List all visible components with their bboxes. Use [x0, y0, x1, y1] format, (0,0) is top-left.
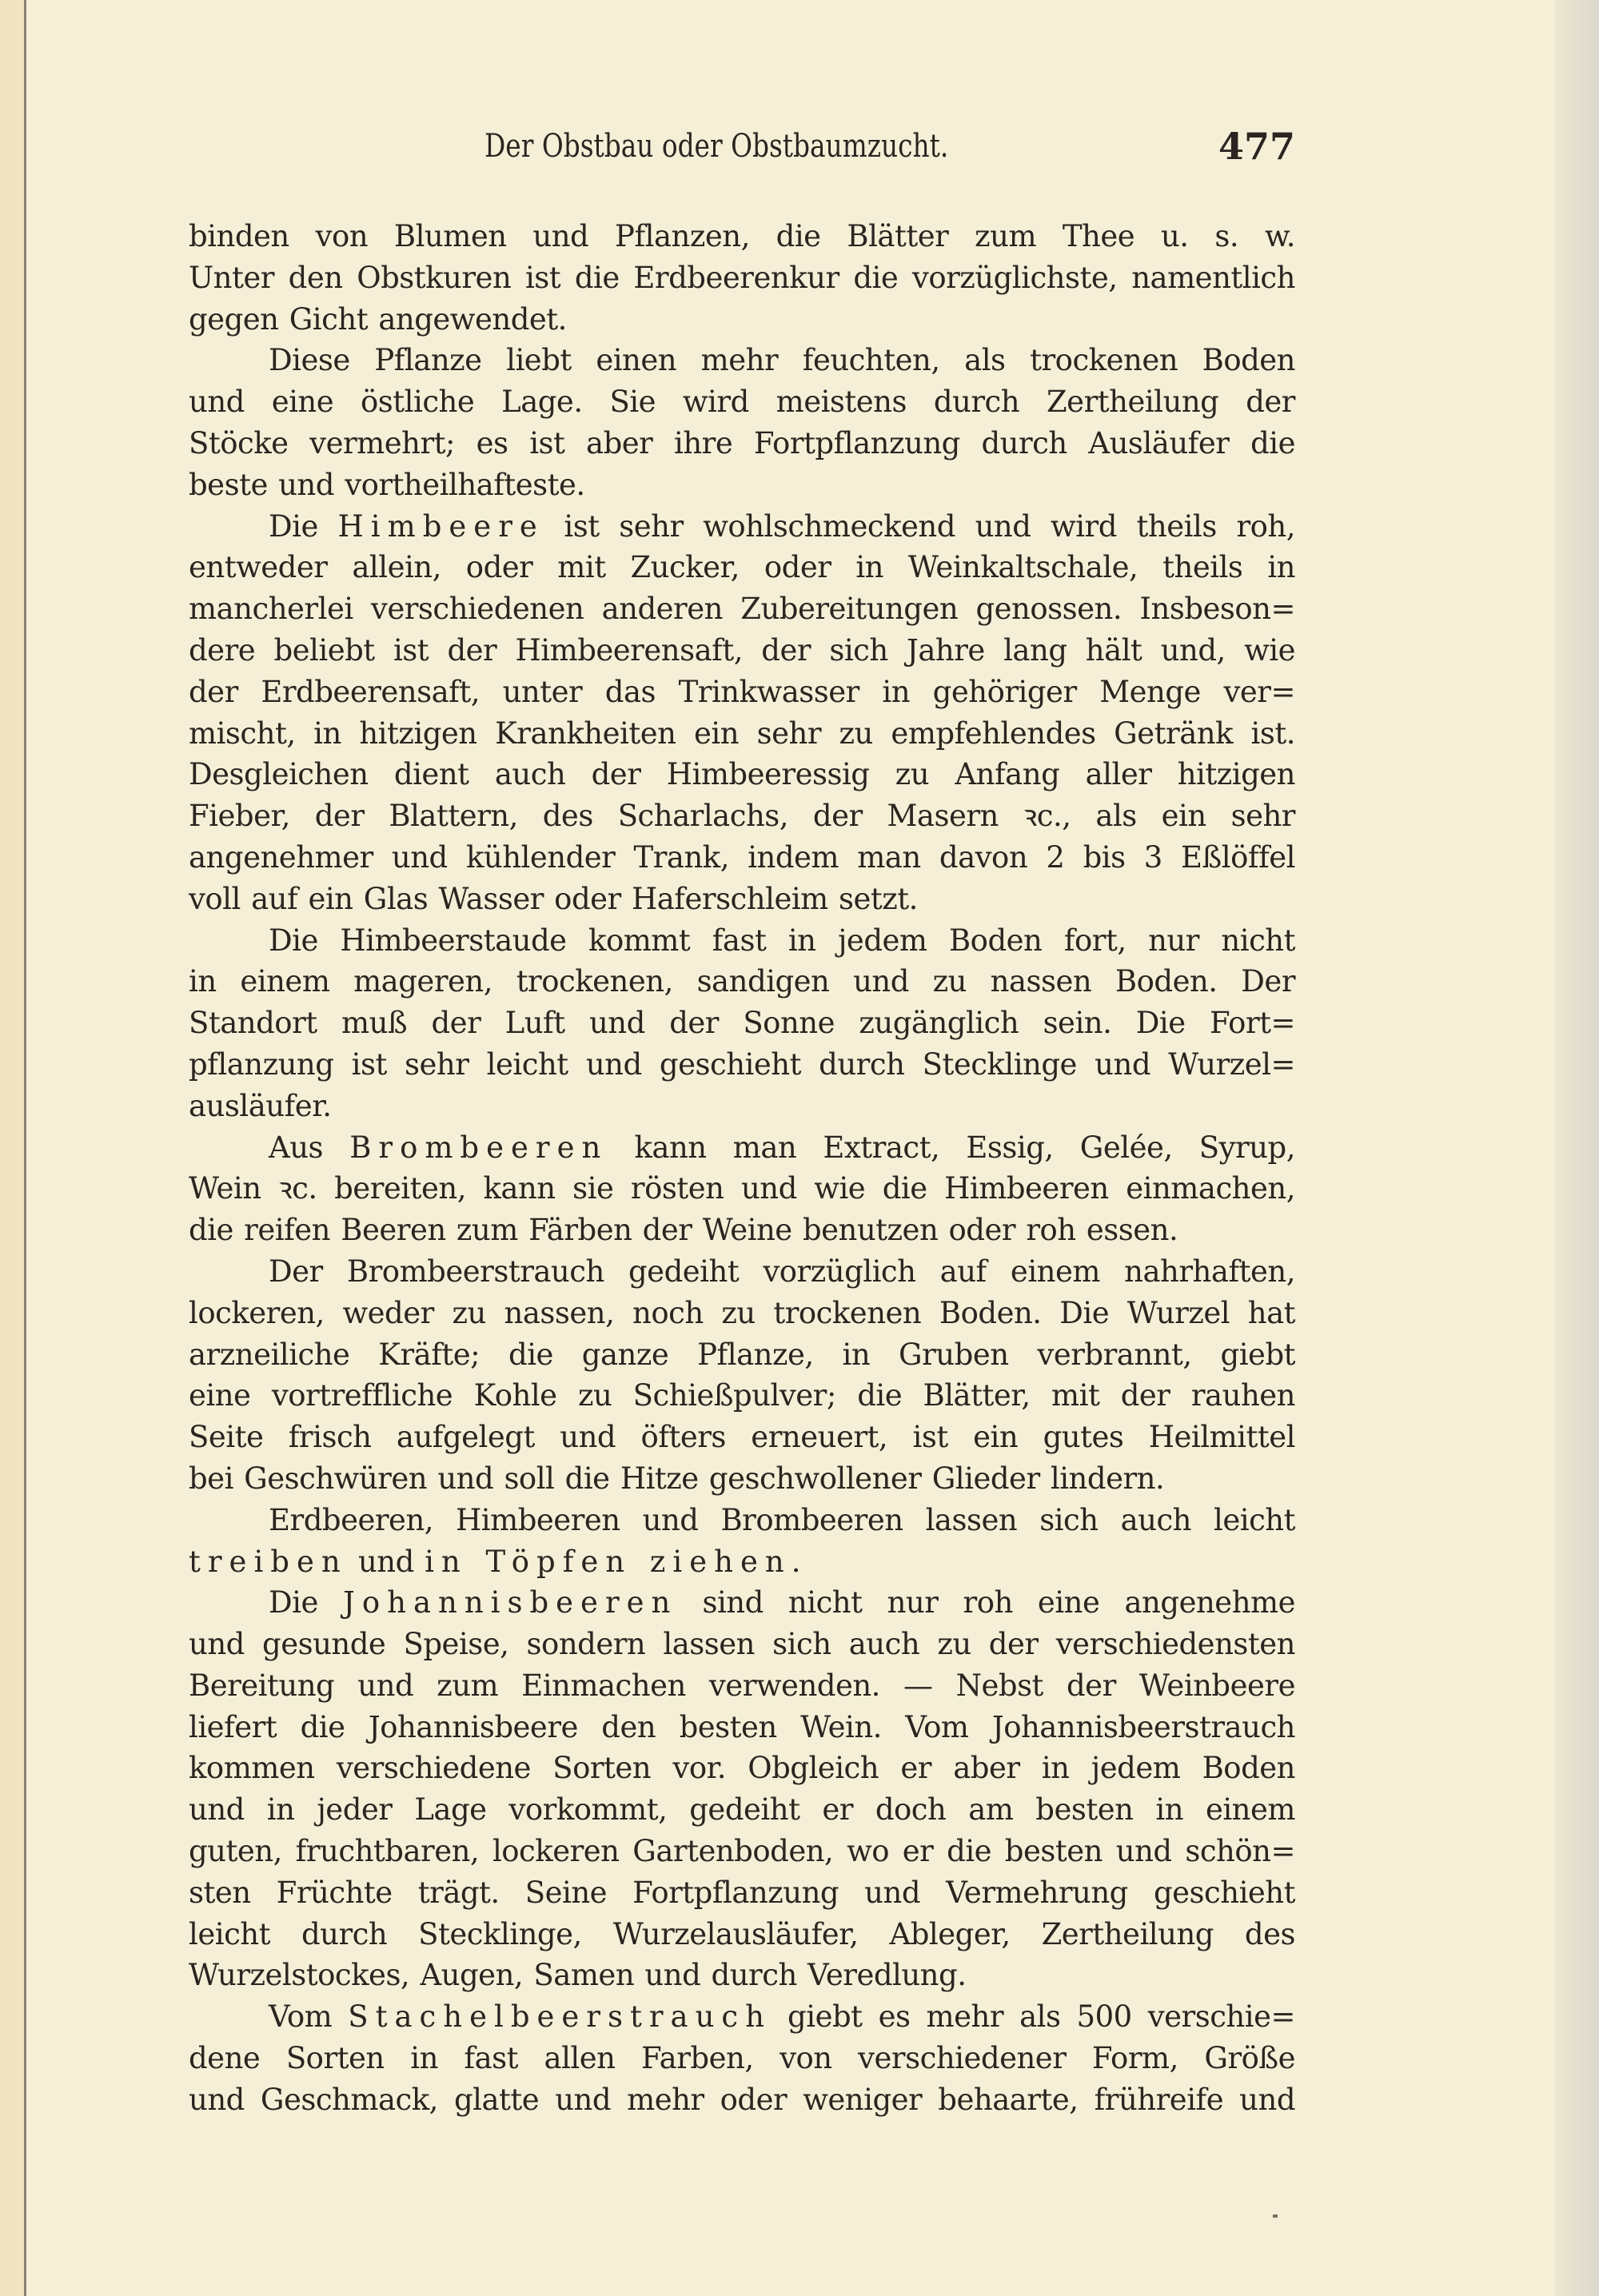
page-edge [1555, 0, 1599, 2296]
text-line [189, 1086, 1295, 1127]
text-line [189, 630, 1295, 672]
emphasized-text: Himbeere [337, 508, 544, 544]
emphasized-text: Brombeeren [349, 1130, 608, 1165]
text-run: Bereitung und zum Einmachen verwenden. — Nebst der Weinbeere [189, 1668, 1295, 1703]
text-run: mischt, in hitzigen Krankheiten ein sehr zu empfehlendes Getränk ist. [189, 716, 1295, 751]
text-line [189, 340, 1295, 381]
emphasized-text: Johannisbeeren [343, 1585, 678, 1620]
text-run: die reifen Beeren zum Färben der Weine benutzen oder roh essen. [189, 1213, 1178, 1248]
text-run: leicht durch Stecklinge, Wurzelausläufer, Ableger, Zertheilung des [189, 1916, 1295, 1951]
text-line [189, 795, 1295, 837]
text-run: eine vortreffliche Kohle zu Schießpulver; die Blätter, mit der rauhen [189, 1378, 1295, 1413]
text-run: Wein ꝛc. bereiten, kann sie rösten und wie die Himbeeren einmachen, [189, 1171, 1295, 1206]
running-header [189, 125, 1295, 168]
text-line [189, 381, 1295, 423]
text-line [189, 1831, 1295, 1872]
text-line [189, 2079, 1295, 2121]
text-line [189, 1334, 1295, 1376]
text-run: Stöcke vermehrt; es ist aber ihre Fortpflanzung durch Ausläufer die [189, 425, 1295, 460]
text-line [189, 1500, 1295, 1541]
text-run: sten Früchte trägt. Seine Fortpflanzung und Vermehrung geschieht [189, 1875, 1295, 1910]
emphasized-text: treiben [189, 1544, 348, 1579]
text-run: der Erdbeerensaft, unter das Trinkwasser in gehöriger Menge ver= [189, 674, 1295, 709]
text-run: Die [269, 1585, 343, 1620]
text-run: Die [269, 508, 338, 544]
text-line [189, 1293, 1295, 1334]
text-run: giebt es mehr als 500 verschie= [771, 1999, 1295, 2035]
page-number: 477 [1218, 125, 1295, 168]
text-line [189, 920, 1295, 962]
text-line [189, 1624, 1295, 1665]
body-text [189, 216, 1295, 2121]
text-line [189, 1168, 1295, 1210]
text-run: und eine östliche Lage. Sie wird meistens durch Zertheilung der [189, 385, 1295, 420]
text-run: dene Sorten in fast allen Farben, von verschiedener Form, Größe [189, 2041, 1295, 2076]
text-run: Erdbeeren, Himbeeren und Brombeeren lassen sich auch leicht [269, 1502, 1295, 1537]
text-run: und [347, 1544, 425, 1579]
text-line [189, 506, 1295, 548]
text-line [189, 257, 1295, 299]
text-line [189, 1251, 1295, 1293]
text-line [189, 299, 1295, 341]
text-run: angenehmer und kühlender Trank, indem man davon 2 bis 3 Eßlöffel [189, 839, 1295, 875]
text-run: Der Brombeerstrauch gedeiht vorzüglich auf einem nahrhaften, [269, 1254, 1295, 1289]
emphasized-text: Stachelbeerstrauch [348, 1999, 772, 2035]
text-run: guten, fruchtbaren, lockeren Gartenboden, wo er die besten und schön= [189, 1834, 1295, 1869]
text-line [189, 1996, 1295, 2038]
ink-speck [1273, 2214, 1278, 2218]
text-line [189, 1789, 1295, 1831]
text-run: gegen Gicht angewendet. [189, 301, 567, 337]
text-run: Desgleichen dient auch der Himbeeressig zu Anfang aller hitzigen [189, 757, 1295, 792]
text-line [189, 837, 1295, 879]
running-title: Der Obstbau oder Obstbaumzucht. [484, 128, 949, 165]
text-line [189, 216, 1295, 257]
text-line [189, 547, 1295, 588]
text-line [189, 1665, 1295, 1707]
text-run: voll auf ein Glas Wasser oder Haferschleim setzt. [189, 881, 918, 916]
text-run: Aus [269, 1130, 350, 1165]
text-line [189, 1375, 1295, 1417]
text-line [189, 1044, 1295, 1086]
text-run: kommen verschiedene Sorten vor. Obgleich er aber in jedem Boden [189, 1751, 1295, 1786]
text-run: entweder allein, oder mit Zucker, oder in Weinkaltschale, theils in [189, 550, 1295, 585]
text-line [189, 423, 1295, 464]
text-run: mancherlei verschiedenen anderen Zubereitungen genossen. Insbeson= [189, 592, 1295, 627]
text-run: Unter den Obstkuren ist die Erdbeerenkur die vorzüglichste, namentlich [189, 260, 1295, 295]
text-line [189, 1458, 1295, 1500]
text-run: und gesunde Speise, sondern lassen sich auch zu der verschiedensten [189, 1627, 1295, 1662]
text-run: lockeren, weder zu nassen, noch zu trockenen Boden. Die Wurzel hat [189, 1295, 1295, 1330]
text-line [189, 1707, 1295, 1748]
text-run: kann man Extract, Essig, Gelée, Syrup, [608, 1130, 1295, 1165]
text-run: Diese Pflanze liebt einen mehr feuchten, als trockenen Boden [269, 343, 1295, 378]
text-run: sind nicht nur roh eine angenehme [677, 1585, 1295, 1620]
text-line [189, 1417, 1295, 1458]
text-line [189, 464, 1295, 506]
emphasized-text: in Töpfen ziehen [425, 1544, 792, 1579]
text-line [189, 1748, 1295, 1789]
text-run: Wurzelstockes, Augen, Samen und durch Veredlung. [189, 1958, 967, 1993]
text-run: Standort muß der Luft und der Sonne zugänglich sein. Die Fort= [189, 1006, 1295, 1041]
text-run: Fieber, der Blattern, des Scharlachs, der Masern ꝛc., als ein sehr [189, 799, 1295, 834]
text-line [189, 1541, 1295, 1583]
text-line [189, 754, 1295, 795]
text-run: liefert die Johannisbeere den besten Wein. Vom Johannisbeerstrauch [189, 1709, 1295, 1744]
text-run: und in jeder Lage vorkommt, gedeiht er doch am besten in einem [189, 1792, 1295, 1828]
text-line [189, 1955, 1295, 1996]
text-run: Seite frisch aufgelegt und öfters erneuert, ist ein gutes Heilmittel [189, 1420, 1295, 1455]
text-line [189, 588, 1295, 630]
text-line [189, 1872, 1295, 1914]
page-gutter [0, 0, 26, 2296]
text-line [189, 672, 1295, 713]
text-run: bei Geschwüren und soll die Hitze geschwollener Glieder lindern. [189, 1461, 1165, 1496]
text-run: binden von Blumen und Pflanzen, die Blätter zum Thee u. s. w. [189, 219, 1295, 253]
text-line [189, 713, 1295, 755]
text-line [189, 1003, 1295, 1044]
text-run: beste und vortheilhafteste. [189, 467, 585, 502]
text-line [189, 1210, 1295, 1251]
text-run: arzneiliche Kräfte; die ganze Pflanze, in Gruben verbrannt, giebt [189, 1337, 1295, 1372]
text-line [189, 961, 1295, 1003]
text-run: Die Himbeerstaude kommt fast in jedem Boden fort, nur nicht [269, 923, 1295, 958]
text-run: ist sehr wohlschmeckend und wird theils roh, [544, 508, 1295, 544]
text-line [189, 1582, 1295, 1624]
text-run: dere beliebt ist der Himbeerensaft, der sich Jahre lang hält und, wie [189, 632, 1295, 668]
text-line [189, 879, 1295, 920]
text-line [189, 2038, 1295, 2079]
text-run: Vom [269, 1999, 349, 2035]
text-line [189, 1914, 1295, 1955]
text-run: ausläufer. [189, 1088, 332, 1123]
text-run: . [791, 1544, 800, 1579]
text-run: in einem mageren, trockenen, sandigen und zu nassen Boden. Der [189, 964, 1295, 999]
text-line [189, 1127, 1295, 1169]
text-run: und Geschmack, glatte und mehr oder weniger behaarte, frühreife und [189, 2082, 1295, 2117]
text-run: pflanzung ist sehr leicht und geschieht durch Stecklinge und Wurzel= [189, 1046, 1295, 1082]
